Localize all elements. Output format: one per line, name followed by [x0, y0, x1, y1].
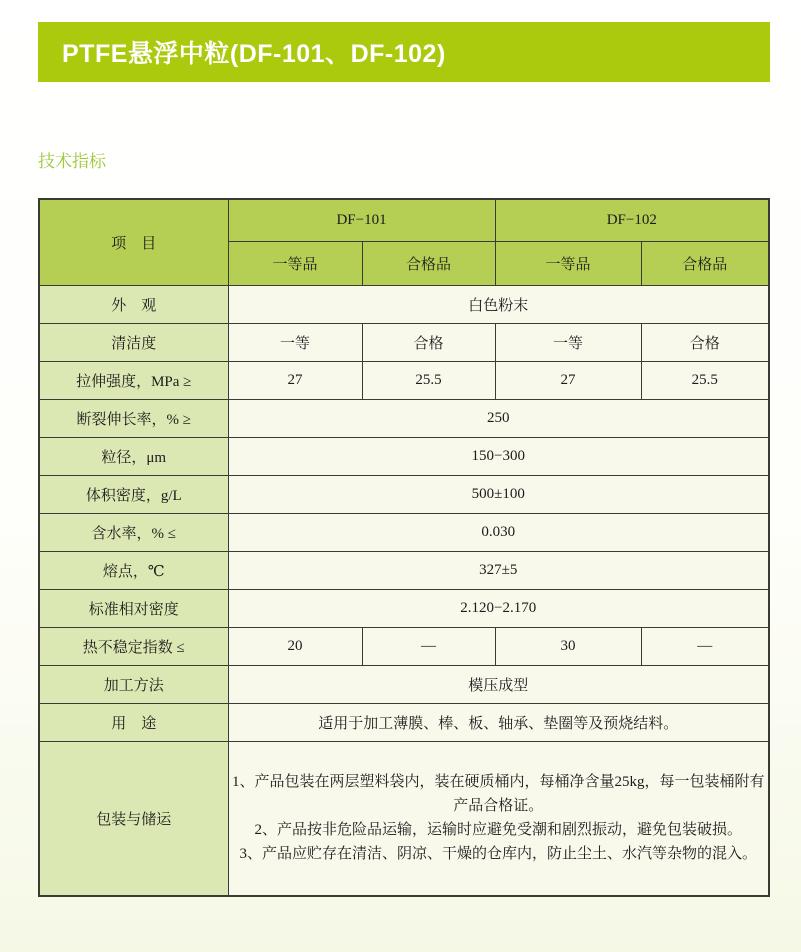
value-cell: 0.030: [228, 513, 769, 551]
value-cell: 150−300: [228, 437, 769, 475]
row-label-cell: 拉伸强度，MPa ≥: [39, 361, 228, 399]
page-title-bar: [38, 22, 770, 82]
value-cell: 25.5: [362, 361, 495, 399]
row-label-cell: 加工方法: [39, 665, 228, 703]
packaging-line-2: 2、产品按非危险品运输，运输时应避免受潮和剧烈振动，避免包装破损。: [254, 822, 743, 839]
row-label-cell: 外 观: [39, 285, 228, 323]
value-cell: 模压成型: [228, 665, 769, 703]
table-row-usage: [39, 703, 769, 741]
value-cell: 20: [228, 627, 362, 665]
table-row-particle-size: [39, 437, 769, 475]
value-cell: —: [641, 627, 769, 665]
row-label-cell: 清洁度: [39, 323, 228, 361]
table-row-relative-density: [39, 589, 769, 627]
packaging-text-cell: [228, 741, 769, 896]
row-label-cell: 用 途: [39, 703, 228, 741]
value-cell: 27: [495, 361, 641, 399]
table-row-elongation: [39, 399, 769, 437]
table-row-bulk-density: [39, 475, 769, 513]
row-label-cell: 含水率，% ≤: [39, 513, 228, 551]
value-cell: 30: [495, 627, 641, 665]
group-header-df101: DF−101: [228, 199, 495, 241]
sub-header-df101-grade1: 一等品: [228, 241, 362, 285]
table-row-processing-method: [39, 665, 769, 703]
sub-header-df101-qualified: 合格品: [362, 241, 495, 285]
page-title: PTFE悬浮中粒(DF-101、DF-102): [62, 40, 446, 68]
group-header-df102: DF−102: [495, 199, 769, 241]
value-cell: 一等: [495, 323, 641, 361]
value-cell: 一等: [228, 323, 362, 361]
row-label-cell: 熔点，℃: [39, 551, 228, 589]
section-heading: 技术指标: [38, 152, 106, 171]
table-row-thermal-instability: [39, 627, 769, 665]
value-cell: 25.5: [641, 361, 769, 399]
value-cell: 327±5: [228, 551, 769, 589]
row-label-cell: 热不稳定指数 ≤: [39, 627, 228, 665]
packaging-line-1: 1、产品包装在两层塑料袋内，装在硬质桶内，每桶净含量25kg，每一包装桶附有产品合格证。: [232, 774, 765, 815]
item-header-cell: 项 目: [39, 199, 228, 285]
table-row-tensile-strength: [39, 361, 769, 399]
value-cell: —: [362, 627, 495, 665]
value-cell: 合格: [641, 323, 769, 361]
table-row-melting-point: [39, 551, 769, 589]
table-row-packaging: [39, 741, 769, 896]
sub-header-df102-qualified: 合格品: [641, 241, 769, 285]
value-cell: 白色粉末: [228, 285, 769, 323]
packaging-line-3: 3、产品应贮存在清洁、阴凉、干燥的仓库内，防止尘土、水汽等杂物的混入。: [239, 846, 758, 863]
value-cell: 500±100: [228, 475, 769, 513]
value-cell: 合格: [362, 323, 495, 361]
row-label-cell: 断裂伸长率，% ≥: [39, 399, 228, 437]
spec-table: [38, 198, 770, 897]
value-cell: 250: [228, 399, 769, 437]
value-cell: 2.120−2.170: [228, 589, 769, 627]
table-row-cleanliness: [39, 323, 769, 361]
value-cell: 适用于加工薄膜、棒、板、轴承、垫圈等及预烧结料。: [228, 703, 769, 741]
row-label-cell: 包装与储运: [39, 741, 228, 896]
sub-header-df102-grade1: 一等品: [495, 241, 641, 285]
table-header-row-groups: [39, 199, 769, 241]
row-label-cell: 标准相对密度: [39, 589, 228, 627]
table-row-moisture: [39, 513, 769, 551]
table-row-appearance: [39, 285, 769, 323]
value-cell: 27: [228, 361, 362, 399]
row-label-cell: 体积密度，g/L: [39, 475, 228, 513]
row-label-cell: 粒径，μm: [39, 437, 228, 475]
